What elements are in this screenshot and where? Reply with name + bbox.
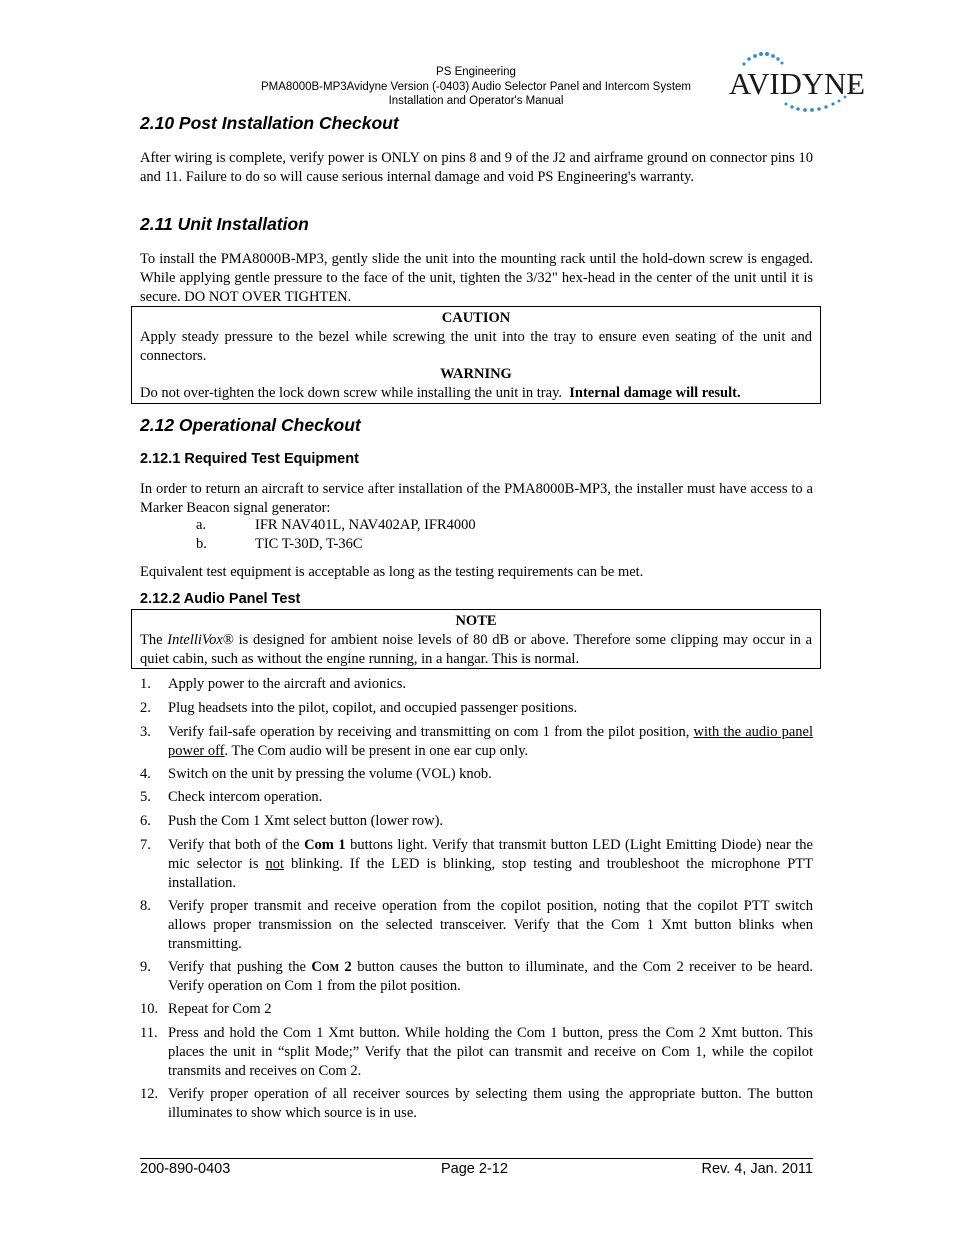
step-9 xyxy=(140,958,813,996)
step-3 xyxy=(140,723,813,761)
step-text: Repeat for Com 2 xyxy=(168,1001,272,1017)
step-number: 11. xyxy=(140,1025,158,1041)
step-7-com1: Com 1 xyxy=(304,837,346,853)
caution-text: Apply steady pressure to the bezel while screwing the unit into the tray to ensure even seating of the unit and connectors. xyxy=(140,328,812,364)
step-number: 5. xyxy=(140,789,151,805)
header-manual-title: Installation and Operator's Manual xyxy=(388,95,564,107)
heading-2-10: 2.10 Post Installation Checkout xyxy=(140,113,399,133)
paragraph-test-equipment: In order to return an aircraft to service after installation of the PMA8000B-MP3, the installer must have access to a Marker Beacon signal generator: xyxy=(140,481,813,516)
step-5 xyxy=(140,788,813,807)
step-text: Press and hold the Com 1 Xmt button. While holding the Com 1 button, press the Com 2 Xmt button. This places the unit in “split Mode;” Verify that the pilot can transmit and receive on Com 1, while the copilot transmits and receives on Com 2. xyxy=(168,1025,813,1079)
paragraph-unit-install: To install the PMA8000B-MP3, gently slide the unit into the mounting rack until the hold-down screw is engaged. While applying gentle pressure to the face of the unit, tighten the 3/32" hex-head in the center of the unit until it is secure. DO NOT OVER TIGHTEN. xyxy=(140,251,813,305)
step-3-underlined: with the audio panel power off xyxy=(168,724,813,759)
step-text xyxy=(168,958,813,996)
warning-title: WARNING xyxy=(440,366,512,383)
heading-2-12: 2.12 Operational Checkout xyxy=(140,415,361,435)
step-text: Apply power to the aircraft and avionics. xyxy=(168,676,406,692)
step-number: 6. xyxy=(140,813,151,829)
step-number: 1. xyxy=(140,676,151,692)
step-8 xyxy=(140,897,813,953)
step-text xyxy=(168,723,813,761)
caution-title: CAUTION xyxy=(441,310,511,326)
warning-text-bold: Internal damage will result. xyxy=(569,385,741,402)
step-7-text-a: Verify that both of the xyxy=(168,837,305,853)
step-text: Switch on the unit by pressing the volume (VOL) knob. xyxy=(168,766,492,782)
equipment-a-text: IFR NAV401L, NAV402AP, IFR4000 xyxy=(255,517,476,533)
footer-revision: Rev. 4, Jan. 2011 xyxy=(701,1161,813,1177)
step-number: 12. xyxy=(140,1086,159,1102)
paragraph-equivalent-equipment: Equivalent test equipment is acceptable as long as the testing requirements can be met. xyxy=(140,564,644,580)
note-text xyxy=(132,631,820,669)
equipment-a-letter: a. xyxy=(196,517,207,533)
step-text: Push the Com 1 Xmt select button (lower row). xyxy=(168,813,444,829)
logo-wordmark: AVIDYNE xyxy=(729,66,865,101)
avidyne-logo xyxy=(726,50,871,115)
step-text: Plug headsets into the pilot, copilot, and occupied passenger positions. xyxy=(168,700,578,716)
step-3-text-b: . The Com audio will be present in one ear cup only. xyxy=(224,742,529,759)
footer-page-number: Page 2-12 xyxy=(441,1161,508,1177)
step-9-com2: Com 2 xyxy=(311,959,352,975)
warning-text-main: Do not over-tighten the lock down screw while installing the unit in tray. xyxy=(140,385,563,402)
heading-2-11: 2.11 Unit Installation xyxy=(140,214,309,234)
step-number: 10. xyxy=(140,1001,159,1017)
heading-2-12-2: 2.12.2 Audio Panel Test xyxy=(140,591,301,607)
step-6 xyxy=(140,812,813,831)
step-11 xyxy=(140,1024,813,1080)
note-box xyxy=(131,609,821,669)
caution-warning-box xyxy=(131,306,821,404)
step-1 xyxy=(140,675,813,694)
step-text xyxy=(168,836,813,892)
step-number: 3. xyxy=(140,724,151,740)
warning-text xyxy=(132,384,820,403)
equipment-b-letter: b. xyxy=(196,536,207,552)
step-12 xyxy=(140,1085,813,1123)
step-7 xyxy=(140,836,813,892)
header-company: PS Engineering xyxy=(436,66,516,78)
step-4 xyxy=(140,765,813,784)
step-number: 4. xyxy=(140,766,151,782)
note-pre: The xyxy=(140,631,168,648)
header-product-line: PMA8000B-MP3Avidyne Version (-0403) Audio Selector Panel and Intercom System xyxy=(261,81,691,93)
step-9-text-c: button causes the button to illuminate, and the Com 2 receiver to be heard. Verify operation on Com 1 from the pilot position. xyxy=(168,959,813,994)
step-3-text-a: Verify fail-safe operation by receiving and transmitting on com 1 from the pilot position, xyxy=(168,724,694,740)
step-10 xyxy=(140,1000,813,1019)
paragraph-post-install: After wiring is complete, verify power is ONLY on pins 8 and 9 of the J2 and airframe ground on connector pins 10 and 11. Failure to do so will cause serious internal damage and void PS Engineering's warranty. xyxy=(140,150,813,185)
step-number: 2. xyxy=(140,700,151,716)
heading-2-12-1: 2.12.1 Required Test Equipment xyxy=(140,451,359,467)
step-text: Verify proper transmit and receive operation from the copilot position, noting that the copilot PTT switch allows proper transmission on the selected transceiver. Verify that the Com 1 Xmt button blinks when transmitting. xyxy=(168,898,813,952)
footer-doc-number: 200-890-0403 xyxy=(140,1161,231,1177)
step-text: Verify proper operation of all receiver sources by selecting them using the appropriate button. The button illuminates to show which source is in use. xyxy=(168,1086,813,1121)
note-title: NOTE xyxy=(455,613,497,629)
step-7-text-d: blinking. If the LED is blinking, stop testing and troubleshoot the microphone PTT installation. xyxy=(168,855,813,891)
step-text: Check intercom operation. xyxy=(168,789,323,805)
step-7-not: not xyxy=(265,855,284,872)
equipment-b-text: TIC T-30D, T-36C xyxy=(255,536,363,552)
step-number: 7. xyxy=(140,837,151,853)
step-7-text-c: buttons light. Verify that transmit button LED (Light Emitting Diode) near the mic selector is xyxy=(168,837,813,872)
step-2 xyxy=(140,699,813,718)
step-number: 8. xyxy=(140,898,151,914)
footer-rule xyxy=(140,1158,813,1159)
step-number: 9. xyxy=(140,959,151,975)
step-9-text-a: Verify that pushing the xyxy=(168,959,312,975)
note-post: ® is designed for ambient noise levels of 80 dB or above. Therefore some clipping may occur in a quiet cabin, such as without the engine running, in a hangar. This is normal. xyxy=(140,631,812,667)
note-intellivox: IntelliVox xyxy=(167,631,223,648)
